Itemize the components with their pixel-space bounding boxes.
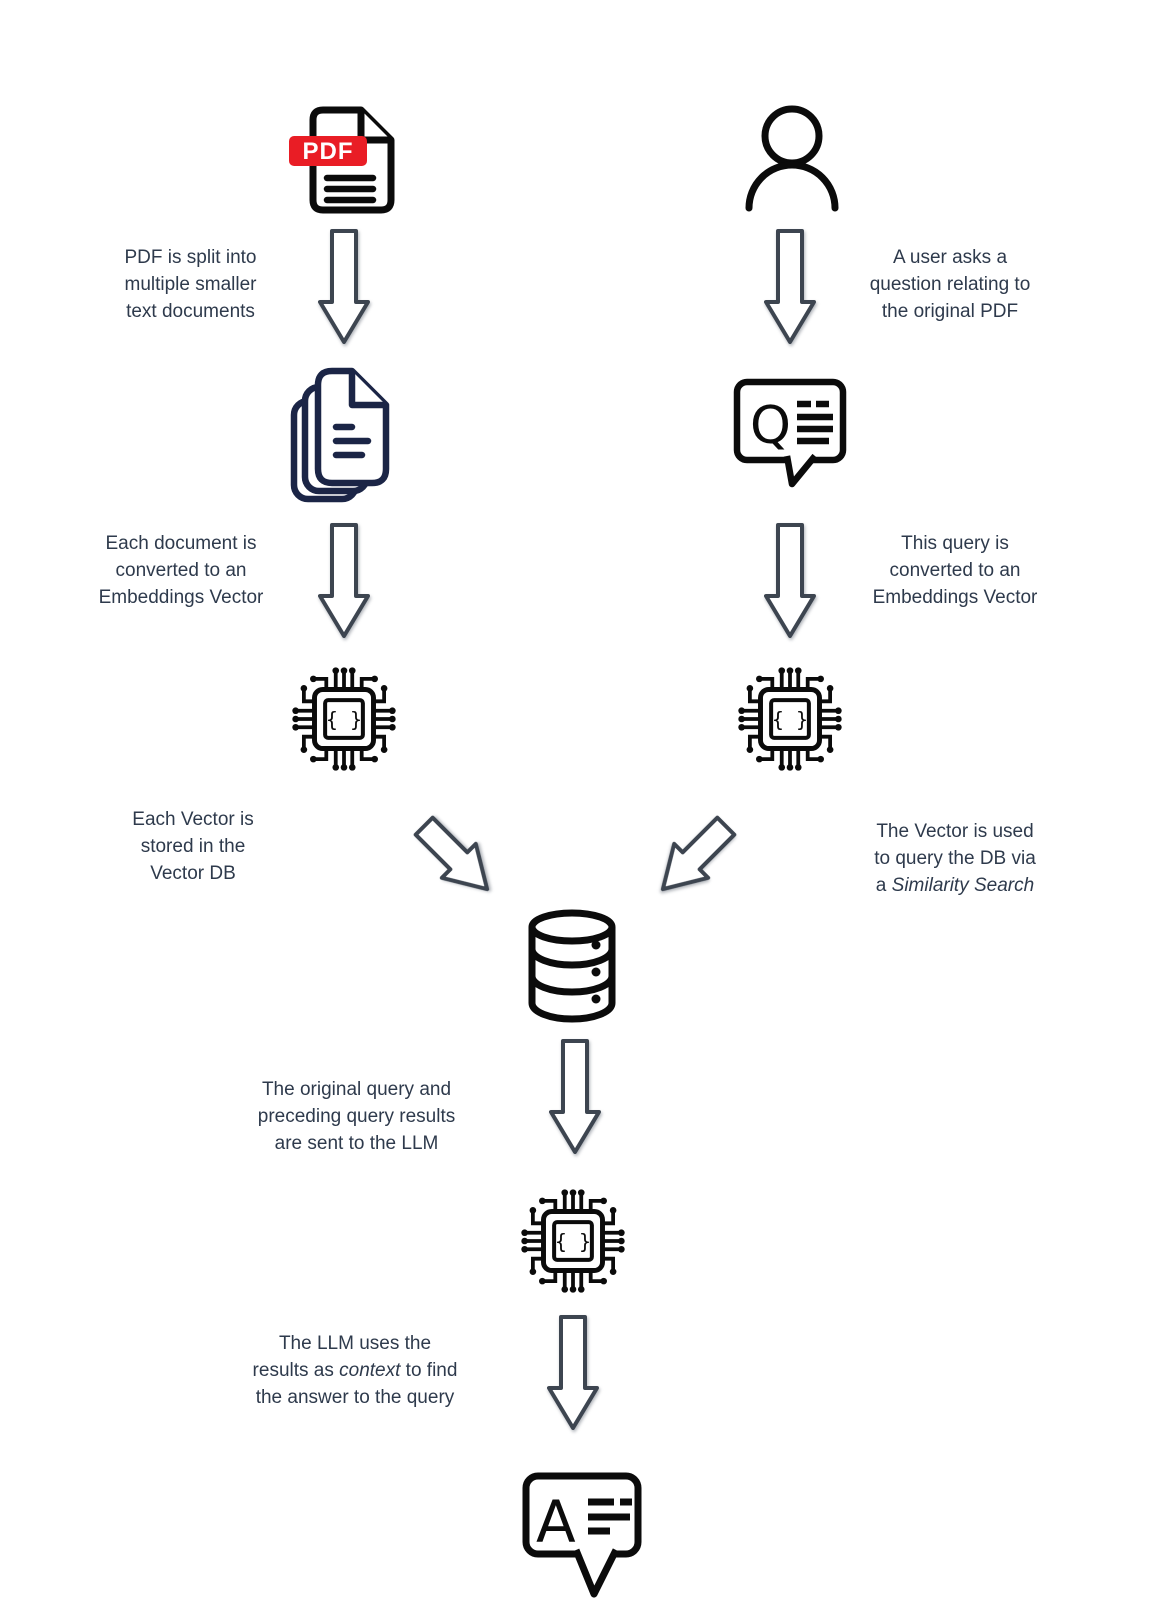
label-vector-query: The Vector is used to query the DB via a Similarity Search bbox=[874, 821, 1036, 896]
answer-letter: A bbox=[536, 1488, 576, 1556]
label-send-llm: The original query and preceding query results are sent to the LLM bbox=[257, 1079, 456, 1154]
question-bubble-icon bbox=[729, 372, 851, 494]
pdf-badge-label: PDF bbox=[302, 138, 354, 165]
diagonal-arrow-down-left bbox=[642, 806, 746, 910]
answer-bubble-icon bbox=[518, 1468, 646, 1600]
documents-stack-icon bbox=[288, 365, 396, 505]
down-arrow bbox=[547, 1038, 603, 1156]
chip-icon-llm bbox=[514, 1182, 632, 1300]
label-user-question: A user asks a question relating to the original PDF bbox=[869, 247, 1031, 322]
chip-icon-embeddings-right bbox=[731, 660, 849, 778]
label-doc-embed: Each document is converted to an Embeddings Vector bbox=[98, 533, 264, 608]
label-vector-store: Each Vector is stored in the Vector DB bbox=[132, 809, 254, 884]
label-llm-answer: The LLM uses the results as context to find the answer to the query bbox=[252, 1333, 458, 1408]
down-arrow bbox=[762, 228, 818, 346]
down-arrow bbox=[316, 522, 372, 640]
down-arrow bbox=[762, 522, 818, 640]
label-pdf-split: PDF is split into multiple smaller text documents bbox=[124, 247, 257, 322]
question-letter: Q bbox=[750, 396, 791, 456]
chip-icon-embeddings-left bbox=[285, 660, 403, 778]
diagonal-arrow-down-right bbox=[404, 806, 508, 910]
database-icon bbox=[524, 906, 620, 1024]
user-icon bbox=[736, 102, 844, 214]
down-arrow bbox=[316, 228, 372, 346]
down-arrow bbox=[545, 1314, 601, 1432]
pdf-file-icon bbox=[287, 102, 397, 216]
label-query-embed: This query is converted to an Embeddings Vector bbox=[872, 533, 1038, 608]
